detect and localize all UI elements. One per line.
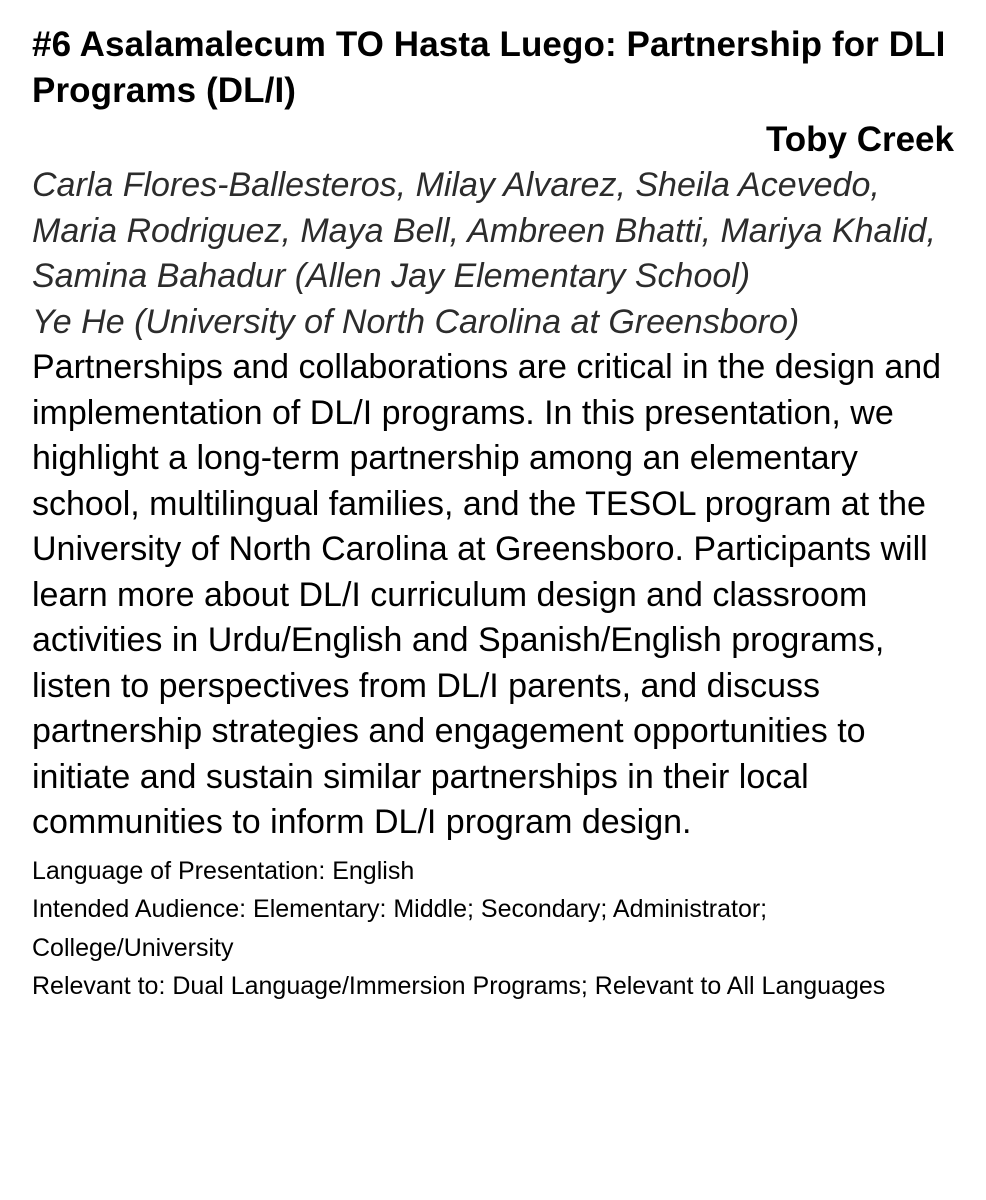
presenters-university: Ye He (University of North Carolina at Greensboro) <box>32 302 800 341</box>
intended-audience: Intended Audience: Elementary: Middle; Secondary; Administrator; College/University <box>32 895 768 962</box>
session-room: Toby Creek <box>765 120 954 159</box>
session-title: #6 Asalamalecum TO Hasta Luego: Partnership for DLI Programs (DL/I) <box>32 25 946 110</box>
language-of-presentation: Language of Presentation: English <box>32 856 415 885</box>
presenters-school: Carla Flores-Ballesteros, Milay Alvarez, Sheila Acevedo, Maria Rodriguez, Maya Bell, Ambreen Bhatti, Mariya Khalid, Samina Bahadur (Allen Jay Elementary School) <box>32 166 936 295</box>
session-abstract: Partnerships and collaborations are critical in the design and implementation of DL/I programs. In this presentation, we highlight a long-term partnership among an elementary school, multilingual families, and the TESOL program at the University of North Carolina at Greensboro. Participants will learn more about DL/I curriculum design and classroom activities in Urdu/English and Spanish/English programs, listen to perspectives from DL/I parents, and discuss partnership strategies and engagement opportunities to initiate and sustain similar partnerships in their local communities to inform DL/I program design. <box>32 348 942 841</box>
relevant-to: Relevant to: Dual Language/Immersion Programs; Relevant to All Languages <box>32 972 886 1000</box>
session-entry <box>32 22 962 1006</box>
session-meta <box>32 852 962 1006</box>
